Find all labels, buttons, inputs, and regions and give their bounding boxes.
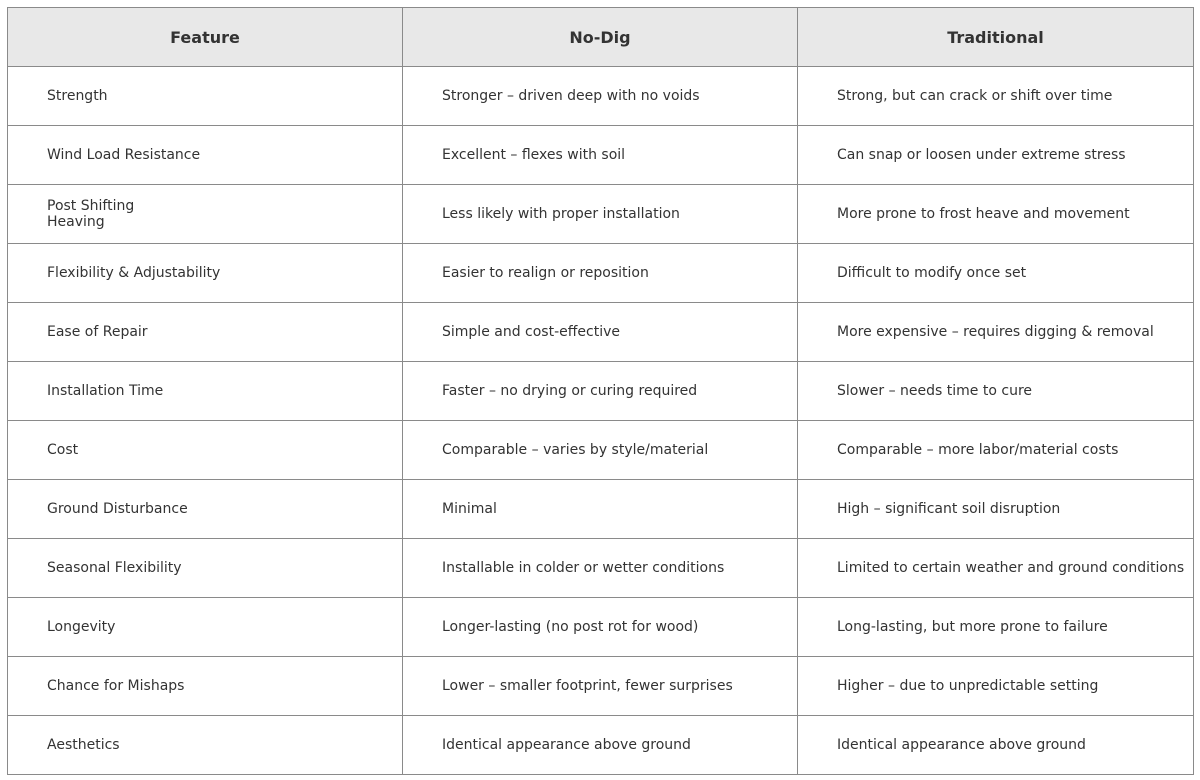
no-dig-cell: Excellent – flexes with soil (403, 126, 798, 185)
feature-cell: Strength (8, 67, 403, 126)
no-dig-cell: Minimal (403, 480, 798, 539)
traditional-cell: Can snap or loosen under extreme stress (798, 126, 1194, 185)
feature-cell: Chance for Mishaps (8, 657, 403, 716)
no-dig-cell: Easier to realign or reposition (403, 244, 798, 303)
feature-cell: Cost (8, 421, 403, 480)
no-dig-cell: Lower – smaller footprint, fewer surprises (403, 657, 798, 716)
traditional-cell: More prone to frost heave and movement (798, 185, 1194, 244)
feature-cell: Flexibility & Adjustability (8, 244, 403, 303)
table-row (8, 421, 1194, 480)
table-row (8, 362, 1194, 421)
no-dig-cell: Longer-lasting (no post rot for wood) (403, 598, 798, 657)
table-row (8, 185, 1194, 244)
table-row (8, 480, 1194, 539)
header-feature: Feature (8, 8, 403, 67)
feature-cell: Ground Disturbance (8, 480, 403, 539)
traditional-cell: Difficult to modify once set (798, 244, 1194, 303)
traditional-cell: More expensive – requires digging & removal (798, 303, 1194, 362)
table-row (8, 67, 1194, 126)
feature-cell: Ease of Repair (8, 303, 403, 362)
no-dig-cell: Faster – no drying or curing required (403, 362, 798, 421)
table-row (8, 539, 1194, 598)
comparison-table (7, 7, 1194, 775)
traditional-cell: High – significant soil disruption (798, 480, 1194, 539)
feature-cell: Installation Time (8, 362, 403, 421)
traditional-cell: Long-lasting, but more prone to failure (798, 598, 1194, 657)
traditional-cell: Identical appearance above ground (798, 716, 1194, 775)
feature-cell: Seasonal Flexibility (8, 539, 403, 598)
feature-cell: Aesthetics (8, 716, 403, 775)
traditional-cell: Strong, but can crack or shift over time (798, 67, 1194, 126)
feature-cell (8, 185, 403, 244)
no-dig-cell: Stronger – driven deep with no voids (403, 67, 798, 126)
traditional-cell: Limited to certain weather and ground conditions (798, 539, 1194, 598)
traditional-cell: Higher – due to unpredictable setting (798, 657, 1194, 716)
table-row (8, 598, 1194, 657)
no-dig-cell: Identical appearance above ground (403, 716, 798, 775)
header-no-dig: No-Dig (403, 8, 798, 67)
comparison-table-wrapper (7, 7, 1194, 775)
table-row (8, 657, 1194, 716)
table-row (8, 244, 1194, 303)
header-traditional: Traditional (798, 8, 1194, 67)
no-dig-cell: Simple and cost-effective (403, 303, 798, 362)
table-header-row (8, 8, 1194, 67)
no-dig-cell: Less likely with proper installation (403, 185, 798, 244)
traditional-cell: Comparable – more labor/material costs (798, 421, 1194, 480)
table-row (8, 716, 1194, 775)
feature-cell-line: Post Shifting (47, 198, 135, 214)
table-row (8, 126, 1194, 185)
feature-cell: Wind Load Resistance (8, 126, 403, 185)
table-row (8, 303, 1194, 362)
feature-cell: Longevity (8, 598, 403, 657)
no-dig-cell: Comparable – varies by style/material (403, 421, 798, 480)
traditional-cell: Slower – needs time to cure (798, 362, 1194, 421)
no-dig-cell: Installable in colder or wetter conditions (403, 539, 798, 598)
feature-cell-line: Heaving (47, 214, 105, 230)
